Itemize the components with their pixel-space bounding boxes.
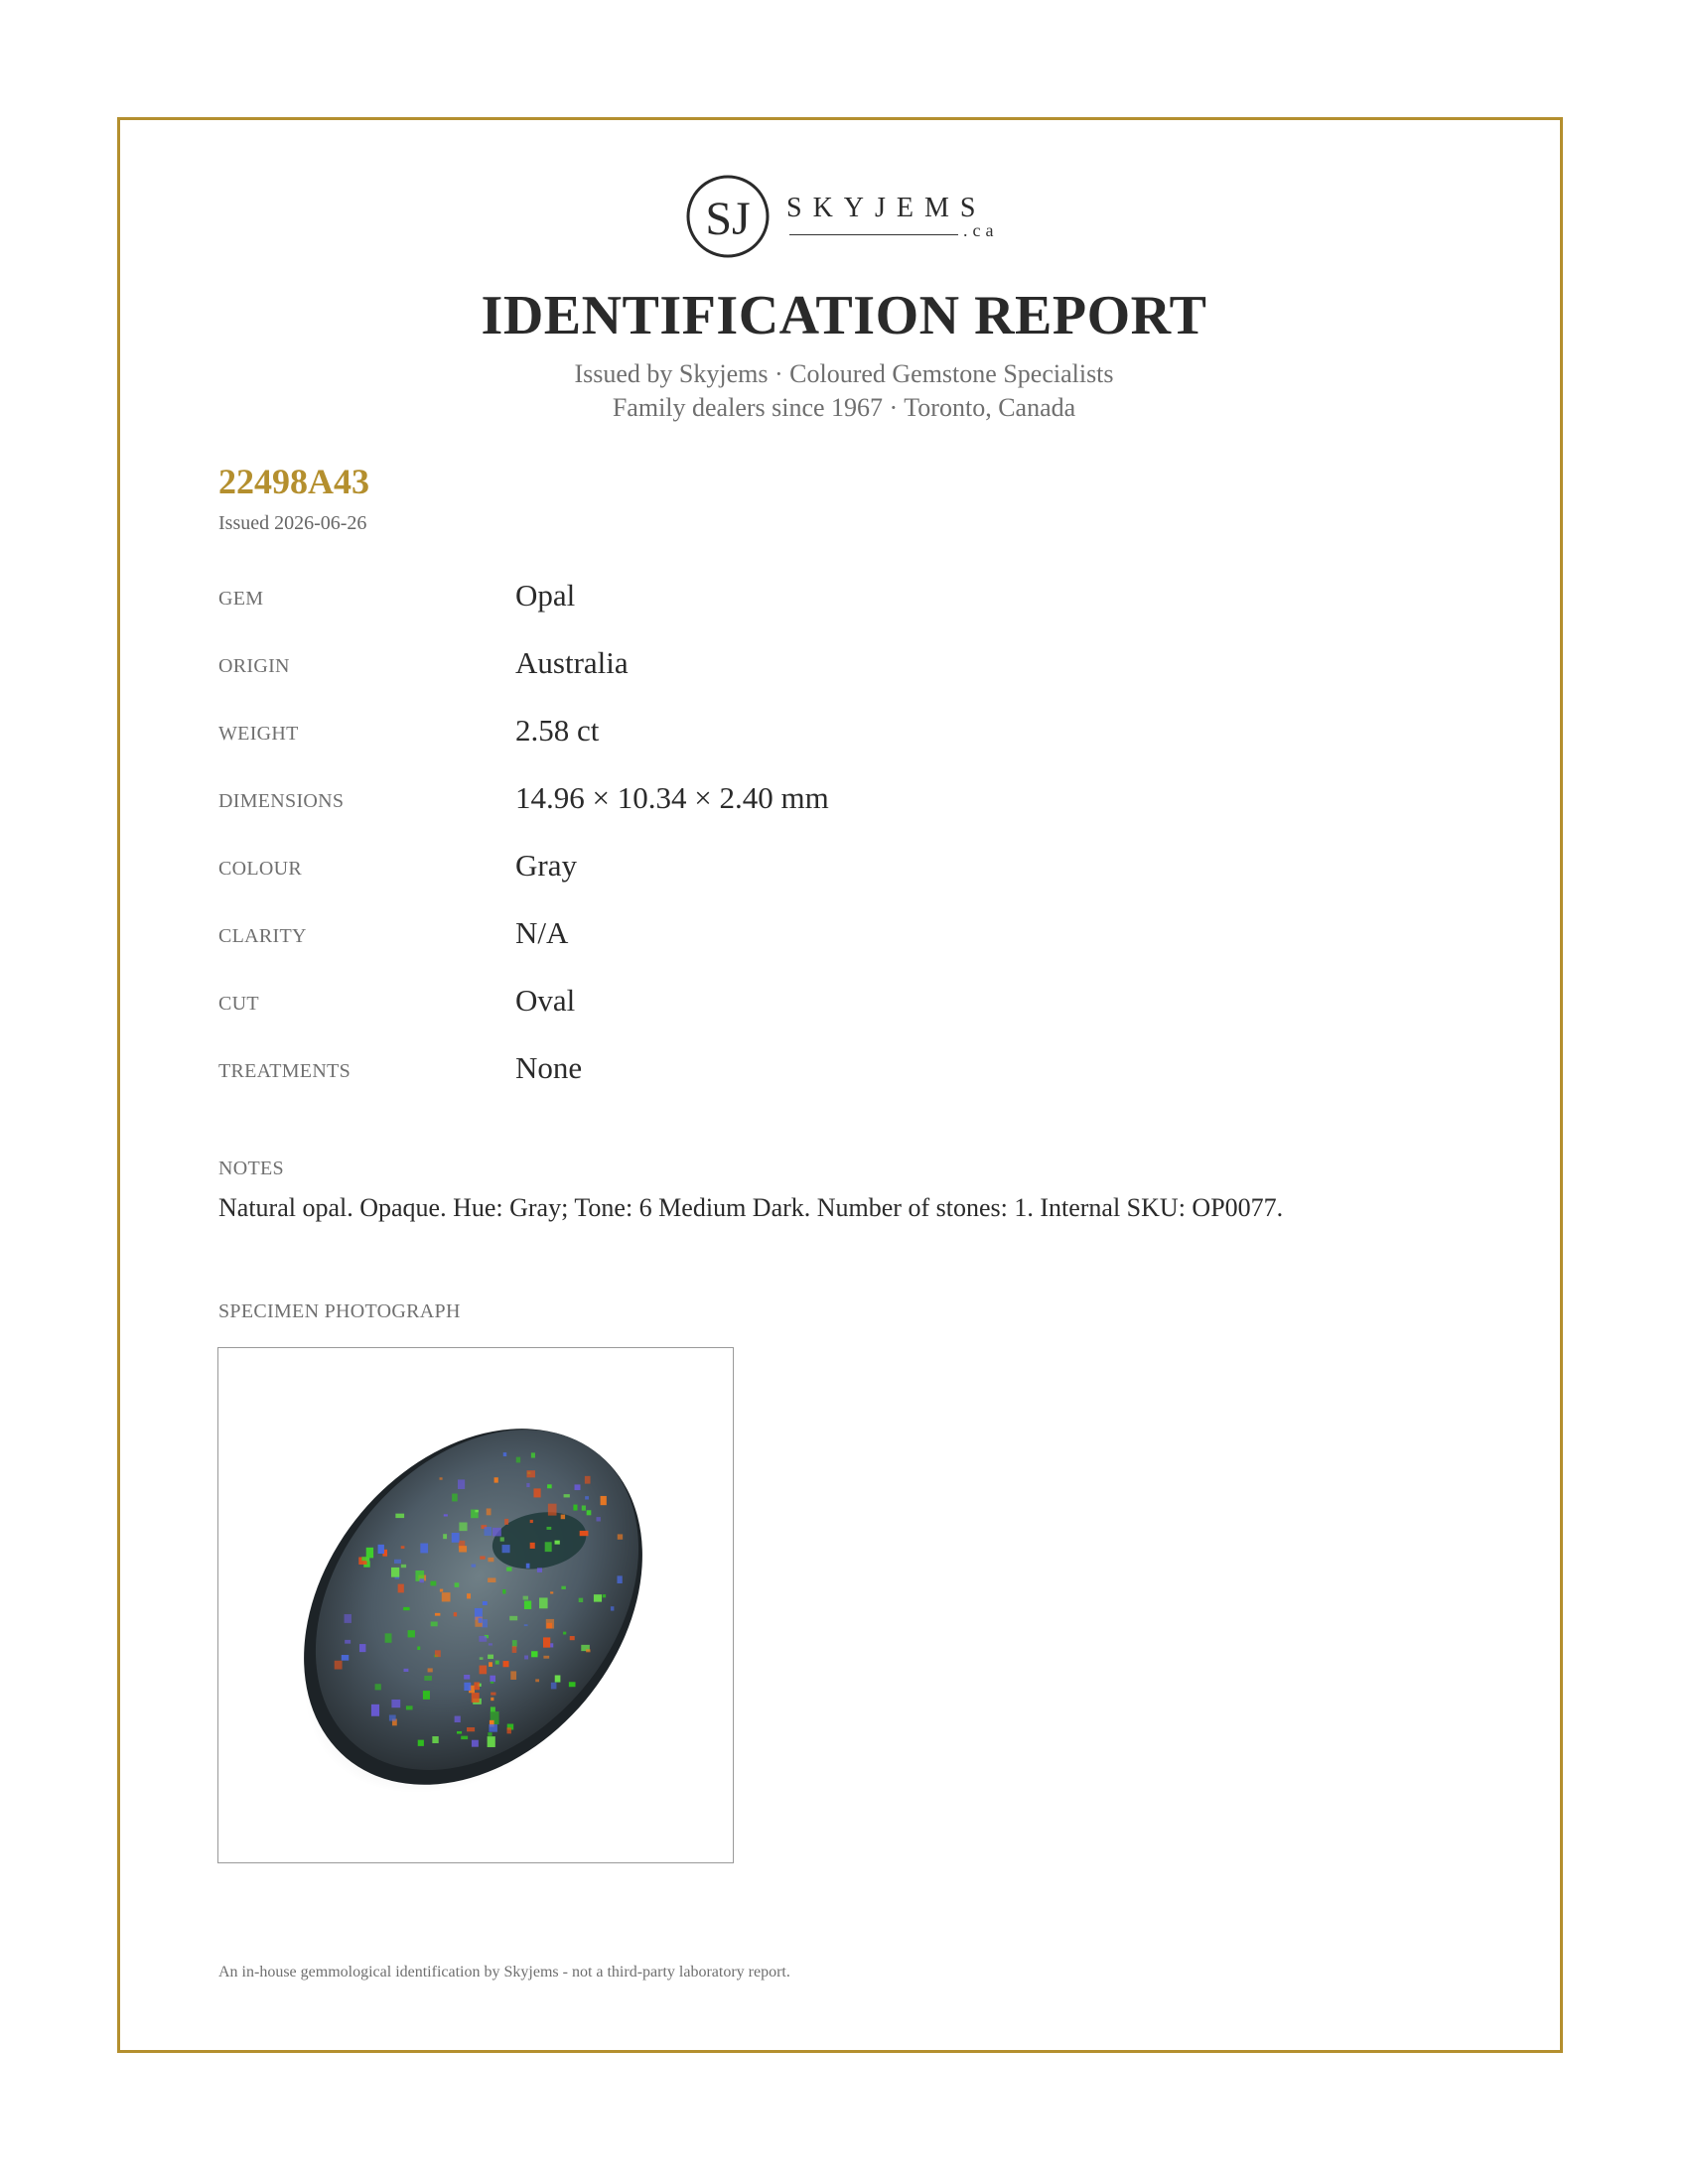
opal-fleck bbox=[579, 1598, 583, 1602]
detail-label-treatments: TREATMENTS bbox=[218, 1060, 351, 1082]
opal-fleck bbox=[442, 1592, 451, 1601]
opal-fleck bbox=[435, 1613, 440, 1616]
opal-fleck bbox=[401, 1565, 406, 1568]
opal-fleck bbox=[452, 1533, 460, 1543]
opal-fleck bbox=[345, 1640, 351, 1644]
opal-fleck bbox=[594, 1594, 602, 1601]
detail-value-cut: Oval bbox=[515, 983, 576, 1018]
opal-fleck bbox=[378, 1545, 384, 1554]
opal-fleck bbox=[485, 1527, 492, 1536]
opal-fleck bbox=[479, 1636, 487, 1642]
opal-fleck bbox=[418, 1740, 424, 1746]
footer-disclaimer: An in-house gemmological identification by Skyjems - not a third-party laboratory report. bbox=[218, 1964, 790, 1980]
opal-fleck bbox=[440, 1477, 443, 1479]
opal-fleck bbox=[472, 1693, 480, 1703]
detail-label-origin: ORIGIN bbox=[218, 655, 290, 677]
opal-fleck bbox=[480, 1666, 488, 1675]
detail-label-dimensions: DIMENSIONS bbox=[218, 790, 345, 812]
opal-fleck bbox=[444, 1514, 448, 1516]
specimen-photo-label: SPECIMEN PHOTOGRAPH bbox=[218, 1300, 461, 1322]
report-number: 22498A43 bbox=[218, 462, 369, 501]
opal-fleck bbox=[435, 1650, 441, 1657]
opal-fleck bbox=[391, 1568, 399, 1577]
detail-value-clarity: N/A bbox=[515, 915, 569, 950]
report-subtitle-location: Family dealers since 1967 · Toronto, Canada bbox=[612, 393, 1076, 422]
opal-fleck bbox=[467, 1593, 471, 1598]
opal-fleck bbox=[420, 1544, 428, 1554]
opal-fleck bbox=[459, 1522, 467, 1531]
brand-domain: .ca bbox=[963, 220, 999, 240]
opal-fleck bbox=[585, 1496, 589, 1499]
detail-value-colour: Gray bbox=[515, 848, 577, 883]
opal-fleck bbox=[455, 1582, 460, 1587]
opal-fleck bbox=[550, 1591, 553, 1593]
opal-fleck bbox=[488, 1558, 493, 1562]
opal-fleck bbox=[475, 1510, 478, 1512]
opal-fleck bbox=[526, 1470, 534, 1477]
detail-label-gem: GEM bbox=[218, 588, 264, 610]
opal-fleck bbox=[611, 1606, 614, 1610]
opal-fleck bbox=[601, 1496, 607, 1505]
detail-label-cut: CUT bbox=[218, 993, 259, 1015]
opal-fleck bbox=[488, 1577, 495, 1582]
opal-fleck bbox=[458, 1479, 465, 1489]
opal-fleck bbox=[509, 1616, 517, 1620]
opal-fleck bbox=[526, 1564, 530, 1569]
opal-fleck bbox=[596, 1517, 600, 1521]
opal-fleck bbox=[531, 1651, 537, 1657]
opal-fleck bbox=[533, 1488, 540, 1497]
brand-name: SKYJEMS bbox=[786, 193, 987, 223]
opal-fleck bbox=[535, 1679, 539, 1682]
opal-fleck bbox=[586, 1649, 590, 1652]
detail-value-weight: 2.58 ct bbox=[515, 713, 600, 748]
opal-fleck bbox=[504, 1519, 508, 1525]
detail-label-weight: WEIGHT bbox=[218, 723, 299, 745]
opal-fleck bbox=[342, 1655, 349, 1661]
opal-fleck bbox=[440, 1589, 443, 1592]
opal-fleck bbox=[506, 1568, 511, 1571]
opal-fleck bbox=[546, 1619, 554, 1629]
opal-fleck bbox=[423, 1691, 430, 1700]
opal-specimen-image bbox=[218, 1348, 732, 1861]
detail-value-treatments: None bbox=[515, 1050, 583, 1085]
opal-fleck bbox=[431, 1622, 438, 1627]
opal-fleck bbox=[487, 1508, 492, 1515]
opal-fleck bbox=[401, 1546, 405, 1549]
opal-fleck bbox=[420, 1578, 424, 1582]
opal-fleck bbox=[417, 1646, 420, 1650]
opal-fleck bbox=[361, 1557, 368, 1561]
opal-fleck bbox=[395, 1514, 404, 1518]
opal-fleck bbox=[523, 1596, 528, 1600]
opal-fleck bbox=[502, 1545, 510, 1553]
opal-fleck bbox=[507, 1727, 511, 1733]
opal-fleck bbox=[575, 1484, 581, 1490]
opal-fleck bbox=[474, 1682, 480, 1690]
opal-fleck bbox=[371, 1705, 379, 1716]
opal-fleck bbox=[345, 1614, 352, 1623]
report-subtitle-issuer: Issued by Skyjems · Coloured Gemstone Specialists bbox=[574, 359, 1114, 388]
opal-fleck bbox=[489, 1662, 492, 1667]
opal-fleck bbox=[561, 1586, 565, 1589]
opal-fleck bbox=[424, 1676, 432, 1681]
opal-fleck bbox=[483, 1601, 488, 1605]
opal-fleck bbox=[563, 1632, 566, 1635]
opal-fleck bbox=[406, 1706, 413, 1709]
opal-fleck bbox=[335, 1661, 343, 1670]
opal-fleck bbox=[569, 1682, 576, 1687]
opal-fleck bbox=[492, 1528, 501, 1537]
opal-fleck bbox=[503, 1661, 509, 1667]
opal-fleck bbox=[537, 1568, 542, 1572]
opal-fleck bbox=[618, 1534, 623, 1539]
opal-fleck bbox=[512, 1646, 517, 1653]
opal-fleck bbox=[561, 1515, 565, 1520]
opal-fleck bbox=[403, 1607, 409, 1610]
opal-fleck bbox=[489, 1724, 496, 1732]
opal-fleck bbox=[494, 1477, 498, 1482]
opal-fleck bbox=[375, 1684, 381, 1690]
logo-monogram: SJ bbox=[705, 193, 751, 245]
notes-label: NOTES bbox=[218, 1158, 284, 1179]
opal-fleck bbox=[543, 1637, 550, 1647]
opal-fleck bbox=[491, 1706, 495, 1711]
opal-fleck bbox=[480, 1556, 485, 1559]
skyjems-logo-icon bbox=[685, 165, 774, 260]
opal-fleck bbox=[545, 1542, 552, 1552]
report-title: IDENTIFICATION REPORT bbox=[481, 285, 1207, 346]
opal-fleck bbox=[488, 1732, 492, 1736]
opal-fleck bbox=[546, 1527, 551, 1530]
opal-fleck bbox=[459, 1546, 467, 1552]
issue-date: Issued 2026-06-26 bbox=[218, 512, 367, 534]
opal-fleck bbox=[490, 1676, 495, 1682]
opal-fleck bbox=[585, 1476, 591, 1484]
detail-value-origin: Australia bbox=[515, 645, 629, 680]
opal-fleck bbox=[543, 1656, 549, 1659]
opal-fleck bbox=[488, 1655, 493, 1659]
opal-fleck bbox=[491, 1693, 495, 1696]
opal-fleck bbox=[502, 1589, 505, 1594]
opal-fleck bbox=[430, 1581, 436, 1586]
opal-fleck bbox=[479, 1618, 483, 1623]
opal-fleck bbox=[489, 1643, 492, 1645]
opal-fleck bbox=[385, 1633, 392, 1642]
opal-fleck bbox=[404, 1669, 409, 1672]
notes-text: Natural opal. Opaque. Hue: Gray; Tone: 6 Medium Dark. Number of stones: 1. Internal SKU: OP0077. bbox=[218, 1193, 1284, 1222]
opal-fleck bbox=[480, 1657, 484, 1660]
opal-fleck bbox=[428, 1668, 433, 1672]
opal-fleck bbox=[548, 1504, 557, 1516]
opal-fleck bbox=[432, 1736, 438, 1743]
opal-fleck bbox=[464, 1683, 471, 1691]
opal-fleck bbox=[500, 1537, 504, 1541]
opal-fleck bbox=[516, 1457, 520, 1463]
opal-fleck bbox=[443, 1534, 447, 1539]
opal-fleck bbox=[582, 1505, 586, 1510]
opal-fleck bbox=[488, 1736, 495, 1747]
opal-fleck bbox=[551, 1683, 557, 1690]
logo-divider bbox=[789, 234, 958, 235]
opal-fleck bbox=[555, 1675, 561, 1682]
detail-value-gem: Opal bbox=[515, 578, 576, 613]
opal-fleck bbox=[526, 1483, 529, 1487]
opal-fleck bbox=[394, 1560, 401, 1564]
opal-fleck bbox=[472, 1740, 479, 1747]
opal-fleck bbox=[359, 1644, 365, 1652]
opal-fleck bbox=[389, 1714, 396, 1720]
opal-fleck bbox=[580, 1531, 589, 1536]
opal-fleck bbox=[455, 1716, 461, 1722]
opal-fleck bbox=[570, 1636, 575, 1640]
specimen-photo-frame bbox=[217, 1347, 734, 1863]
opal-fleck bbox=[530, 1543, 535, 1549]
opal-fleck bbox=[461, 1736, 468, 1739]
opal-fleck bbox=[530, 1520, 533, 1523]
opal-fleck bbox=[452, 1494, 458, 1502]
opal-fleck bbox=[555, 1541, 560, 1545]
opal-fleck bbox=[454, 1612, 457, 1616]
opal-fleck bbox=[524, 1601, 531, 1609]
opal-fleck bbox=[603, 1594, 606, 1597]
opal-fleck bbox=[539, 1597, 548, 1608]
opal-fleck bbox=[587, 1510, 592, 1515]
opal-fleck bbox=[391, 1700, 400, 1707]
opal-fleck bbox=[564, 1494, 570, 1497]
opal-fleck bbox=[491, 1698, 493, 1701]
opal-fleck bbox=[510, 1671, 516, 1680]
opal-fleck bbox=[547, 1484, 552, 1488]
opal-fleck bbox=[491, 1682, 493, 1684]
opal-fleck bbox=[472, 1565, 477, 1568]
opal-fleck bbox=[467, 1727, 475, 1731]
detail-value-dimensions: 14.96 × 10.34 × 2.40 mm bbox=[515, 780, 829, 815]
opal-fleck bbox=[617, 1575, 622, 1583]
opal-fleck bbox=[464, 1675, 470, 1680]
opal-fleck bbox=[495, 1661, 499, 1665]
opal-fleck bbox=[550, 1643, 553, 1647]
opal-fleck bbox=[457, 1731, 462, 1734]
opal-fleck bbox=[366, 1548, 373, 1559]
opal-fleck bbox=[524, 1624, 528, 1626]
opal-fleck bbox=[512, 1640, 517, 1647]
opal-fleck bbox=[524, 1656, 528, 1660]
opal-fleck bbox=[408, 1630, 415, 1637]
opal-fleck bbox=[573, 1505, 577, 1511]
detail-label-clarity: CLARITY bbox=[218, 925, 307, 947]
opal-fleck bbox=[531, 1452, 535, 1457]
detail-label-colour: COLOUR bbox=[218, 858, 303, 880]
opal-fleck bbox=[398, 1584, 404, 1593]
opal-fleck bbox=[503, 1452, 506, 1456]
